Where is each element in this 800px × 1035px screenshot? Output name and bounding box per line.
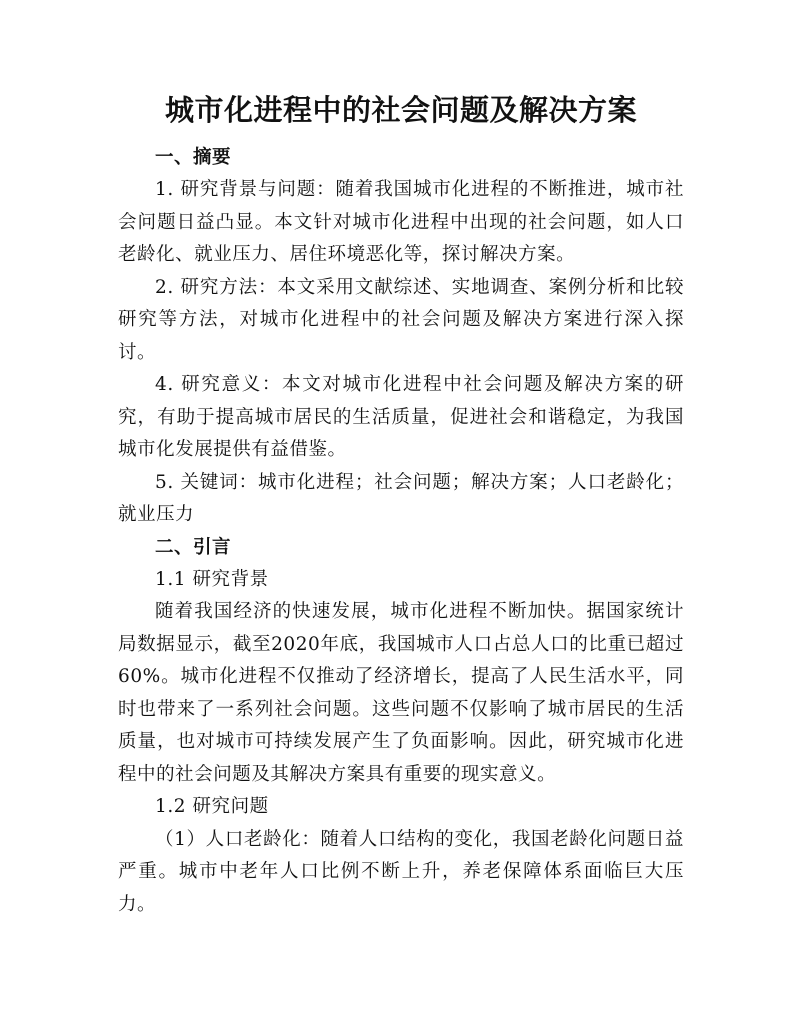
subheading-research-background: 1.1 研究背景 [155,568,269,590]
subheading-research-questions: 1.2 研究问题 [155,796,269,817]
document-page [118,88,684,921]
paragraph-research-background: 1. 研究背景与问题：随着我国城市化进程的不断推进，城市社会问题日益凸显。本文针对城市化进程中出现的社会问题，如人口老龄化、就业压力、居住环境恶化等，探讨解决方案。 [118,179,684,265]
paragraph-research-method: 2. 研究方法：本文采用文献综述、实地调查、案例分析和比较研究等方法，对城市化进程中的社会问题及解决方案进行深入探讨。 [118,276,684,363]
paragraph-aging-population: （1）人口老龄化：随着人口结构的变化，我国老龄化问题日益严重。城市中老年人口比例不断上升，养老保障体系面临巨大压力。 [118,828,684,915]
section-abstract [118,142,684,532]
section-introduction [118,532,684,922]
paragraph-keywords: 5. 关键词：城市化进程；社会问题；解决方案；人口老龄化；就业压力 [118,471,684,525]
document-title: 城市化进程中的社会问题及解决方案 [164,93,637,127]
section-heading-introduction: 二、引言 [155,536,232,558]
section-heading-abstract: 一、摘要 [155,147,232,168]
paragraph-research-significance: 4. 研究意义：本文对城市化进程中社会问题及解决方案的研究，有助于提高城市居民的生活质量，促进社会和谐稳定，为我国城市化发展提供有益借鉴。 [118,374,684,460]
paragraph-background-body: 随着我国经济的快速发展，城市化进程不断加快。据国家统计局数据显示，截至2020年底，我国城市人口占总人口的比重已超过60%。城市化进程不仅推动了经济增长，提高了人民生活水平，同时也带来了一系列社会问题。这些问题不仅影响了城市居民的生活质量，也对城市可持续发展产生了负面影响。因此，研究城市化进程中的社会问题及其解决方案具有重要的现实意义。 [118,601,684,785]
